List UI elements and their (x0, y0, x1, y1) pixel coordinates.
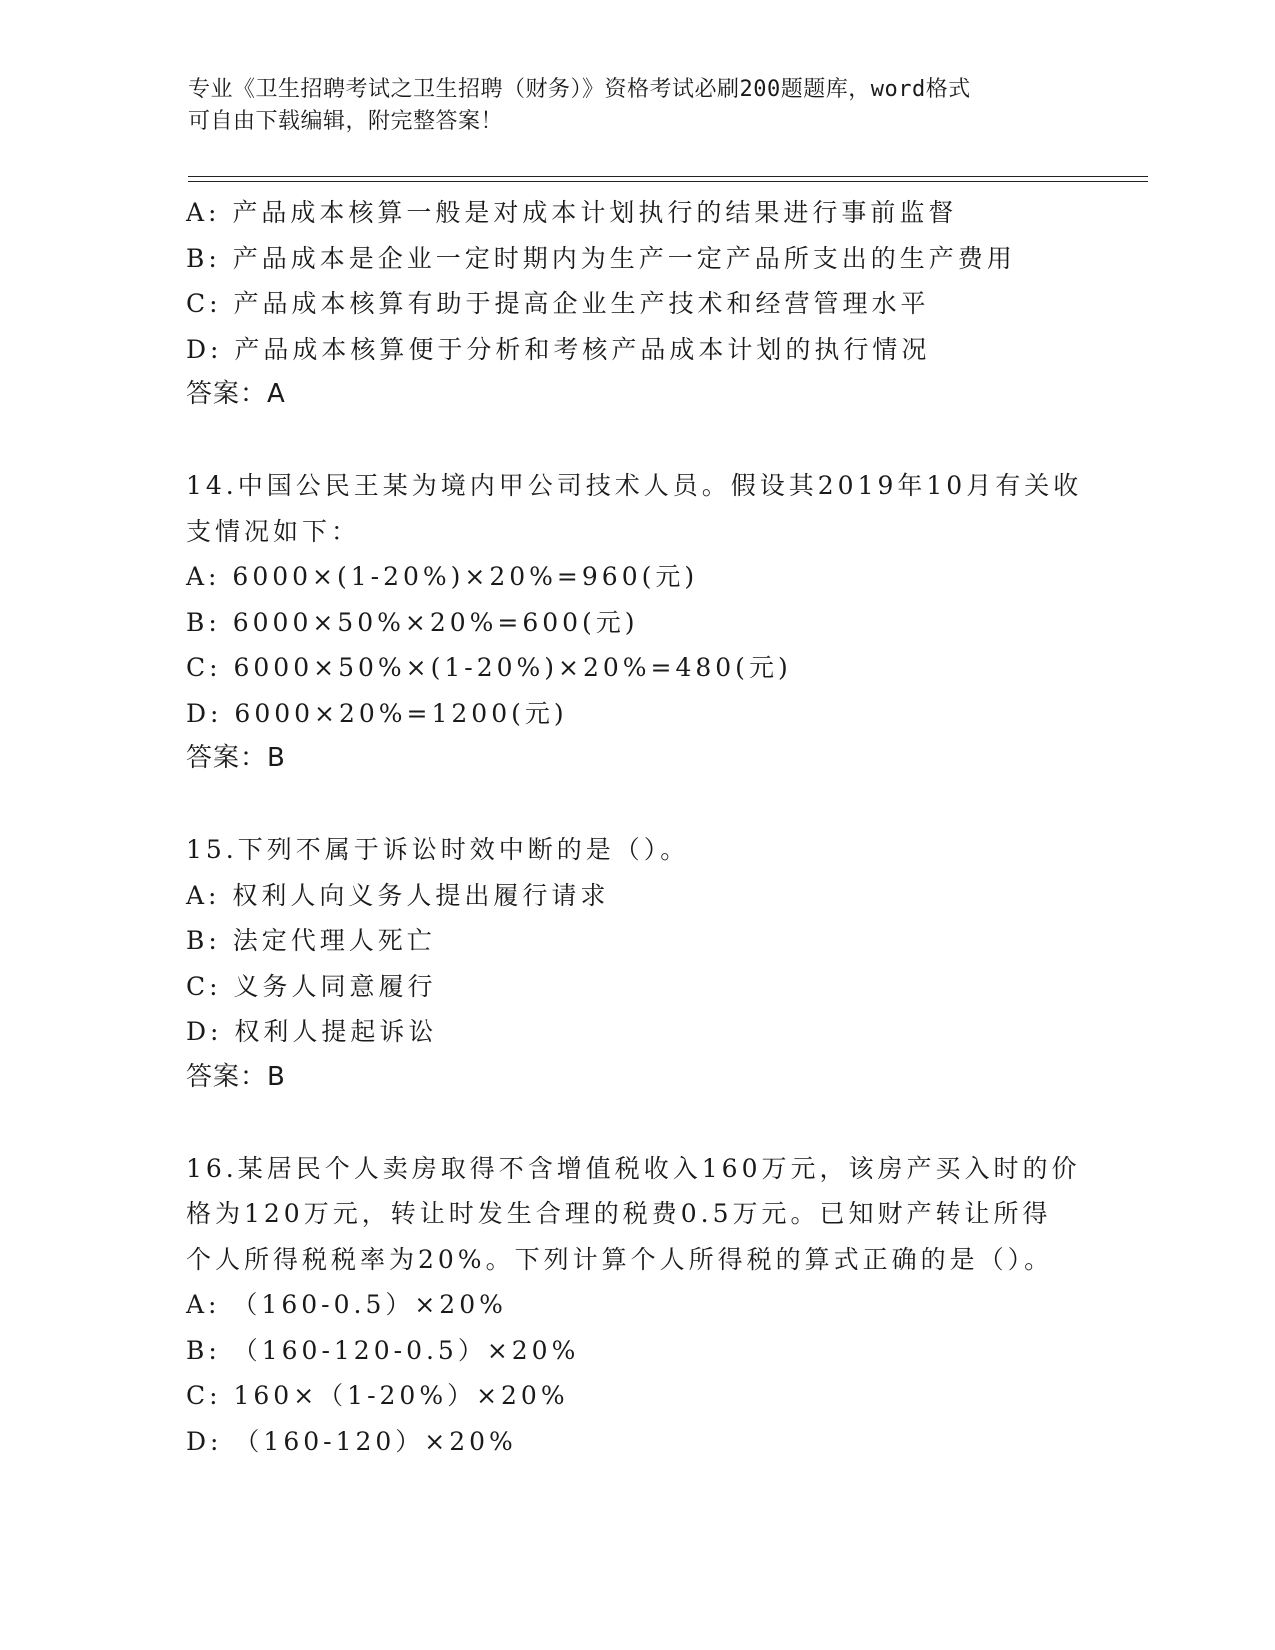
header-rule-bottom (188, 181, 1148, 182)
option-d: D: 产品成本核算便于分析和考核产品成本计划的执行情况 (186, 334, 931, 364)
option-d: D: （160-120）×20% (186, 1426, 517, 1456)
option-b: B: （160-120-0.5）×20% (186, 1335, 580, 1365)
question-stem-continued: 支情况如下： (186, 516, 361, 546)
question-list (186, 190, 1146, 1464)
option-c: C: 160×（1-20%）×20% (186, 1381, 569, 1410)
option-c: C: 产品成本核算有助于提高企业生产技术和经营管理水平 (186, 289, 930, 318)
option-a: A: 权利人向义务人提出履行请求 (186, 880, 610, 910)
option-b: B: 法定代理人死亡 (186, 926, 436, 955)
question-stem: 14.中国公民王某为境内甲公司技术人员。假设其2019年10月有关收 (186, 471, 1083, 500)
option-a: A: 6000×(1-20%)×20%=960(元) (186, 562, 699, 591)
question-stem: 15.下列不属于诉讼时效中断的是（）。 (186, 835, 690, 864)
option-c: C: 6000×50%×(1-20%)×20%=480(元) (186, 653, 792, 682)
answer-label: 答案：A (186, 379, 286, 409)
question-stem-continued: 格为120万元，转让时发生合理的税费0.5万元。已知财产转让所得 (186, 1199, 1052, 1228)
question-13 (186, 190, 1146, 418)
spacer (186, 1100, 1146, 1146)
question-16 (186, 1146, 1146, 1465)
header-line-1: 专业《卫生招聘考试之卫生招聘（财务）》资格考试必刷200题题库，word格式 (188, 77, 971, 102)
option-b: B: 6000×50%×20%=600(元) (186, 607, 639, 637)
option-d: D: 6000×20%=1200(元) (186, 698, 568, 728)
option-d: D: 权利人提起诉讼 (186, 1017, 438, 1046)
spacer (186, 782, 1146, 828)
header-line-2: 可自由下载编辑，附完整答案！ (188, 109, 504, 134)
document-header (188, 74, 1088, 138)
option-b: B: 产品成本是企业一定时期内为生产一定产品所支出的生产费用 (186, 243, 1016, 273)
question-stem: 16.某居民个人卖房取得不含增值税收入160万元，该房产买入时的价 (186, 1153, 1081, 1183)
header-rule-top (188, 176, 1148, 177)
answer-label: 答案：B (186, 1061, 286, 1092)
question-14 (186, 463, 1146, 782)
answer-label: 答案：B (186, 743, 286, 773)
spacer (186, 418, 1146, 464)
question-15 (186, 827, 1146, 1100)
question-stem-continued: 个人所得税税率为20%。下列计算个人所得税的算式正确的是（）。 (186, 1244, 1054, 1274)
option-c: C: 义务人同意履行 (186, 971, 437, 1001)
option-a: A: 产品成本核算一般是对成本计划执行的结果进行事前监督 (186, 198, 958, 227)
option-a: A: （160-0.5）×20% (186, 1290, 507, 1319)
